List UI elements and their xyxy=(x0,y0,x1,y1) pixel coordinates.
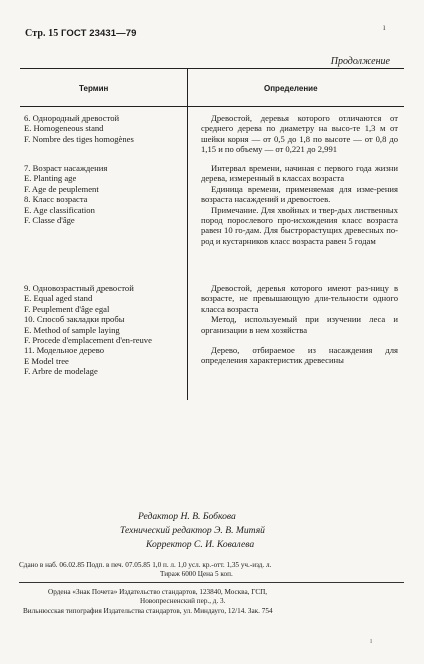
tech-editor-line: Технический редактор Э. В. Митяй xyxy=(120,525,265,536)
term-cell-9-11 xyxy=(24,283,152,377)
term-cell-7-8 xyxy=(24,163,107,225)
term-line: 8. Класс возраста xyxy=(24,194,88,205)
continuation-label: Продолжение xyxy=(330,56,390,67)
term-line: E. Planting age xyxy=(24,173,77,184)
note-text: Примечание. Для хвойных и твер-дых лиственных пород порослевого про-исхождения класс возраста равен 10 го-дам. Для быстрорастущих древесных по-род и кустарников класс возраста равен 5 годам xyxy=(201,204,398,246)
page-header xyxy=(25,28,137,39)
term-line: E. Age classification xyxy=(24,204,95,215)
term-line: F. Procede d'emplacement d'en-reuve xyxy=(24,335,152,346)
term-line: 6. Однородный древостой xyxy=(24,113,120,123)
printer-line: Вильнюсская типография Издательства стандартов, ул. Миндауго, 12/14. Зак. 754 xyxy=(23,607,273,615)
definition-text: Древостой, деревья которого имеют раз-ницу в возрасте, не превышающую дли-тельности одного класса возраста xyxy=(201,283,398,314)
term-line: 7. Возраст насаждения xyxy=(24,163,108,173)
term-line: E Model tree xyxy=(24,355,69,366)
imprint-line-2: Тираж 6000 Цена 5 коп. xyxy=(160,570,233,578)
definition-text: Древостой, деревья которого отличаются от среднего дерева по диаметру на высо-те 1,3 м от шейки корня — от 0,5 до 1,8 по высоте — от 0,8 до 1,15 и по объему — от 0,221 до 2,991 xyxy=(201,113,398,155)
definition-text: Единица времени, применяемая для изме-рения возраста насаждений и древостоев. xyxy=(201,183,398,205)
definition-cell-6 xyxy=(201,113,398,155)
table-top-rule xyxy=(20,68,404,69)
publisher-line-2: Новопресненский пер., д. 3. xyxy=(140,597,226,605)
proofreader-line: Корректор С. И. Ковалева xyxy=(146,539,255,550)
term-cell-6 xyxy=(24,113,134,144)
definition-cell-9-11 xyxy=(201,283,398,366)
column-divider xyxy=(187,68,188,400)
definition-text: Интервал времени, начиная с первого года жизни дерева, измеренный в классах возраста xyxy=(201,163,398,184)
imprint-line-1: Сдано в наб. 06.02.85 Подп. в печ. 07.05.85 1,0 п. л. 1,0 усл. кр.-отт. 1,35 уч.-изд. л. xyxy=(19,561,272,569)
column-header-definition: Определение xyxy=(264,84,318,93)
definition-text: Дерево, отбираемое из насаждения для определения характеристик древесины xyxy=(201,345,398,366)
page-number: Стр. 15 xyxy=(25,28,59,39)
definition-cell-7-8 xyxy=(201,163,398,246)
editor-line: Редактор Н. В. Бобкова xyxy=(138,511,236,522)
standard-code: ГОСТ 23431—79 xyxy=(61,28,137,39)
scan-mark: ı xyxy=(370,636,373,645)
imprint-rule xyxy=(19,582,404,583)
term-line: E. Equal aged stand xyxy=(24,293,93,304)
definition-text: Метод, используемый при изучении леса и организации в нем хозяйства xyxy=(201,314,398,335)
term-line: F. Age de peuplement xyxy=(24,183,99,194)
scan-mark: ı xyxy=(383,22,386,32)
term-line: E. Homogeneous stand xyxy=(24,123,104,134)
term-line: F. Classe d'âge xyxy=(24,215,75,226)
term-line: 9. Одновозрастный древостой xyxy=(24,283,134,293)
column-header-term: Термин xyxy=(79,84,109,93)
term-line: 10. Способ закладки пробы xyxy=(24,314,125,325)
term-line: F. Arbre de modelage xyxy=(24,366,98,377)
term-line: F. Nombre des tiges homogènes xyxy=(24,133,134,144)
term-line: F. Peuplement d'âge egal xyxy=(24,303,110,314)
publisher-line-1: Ордена «Знак Почета» Издательство стандартов, 123840, Москва, ГСП, xyxy=(48,588,268,596)
term-line: 11. Модельное дерево xyxy=(24,345,104,356)
table-header-rule xyxy=(20,106,404,107)
term-line: E. Method of sample laying xyxy=(24,324,120,335)
